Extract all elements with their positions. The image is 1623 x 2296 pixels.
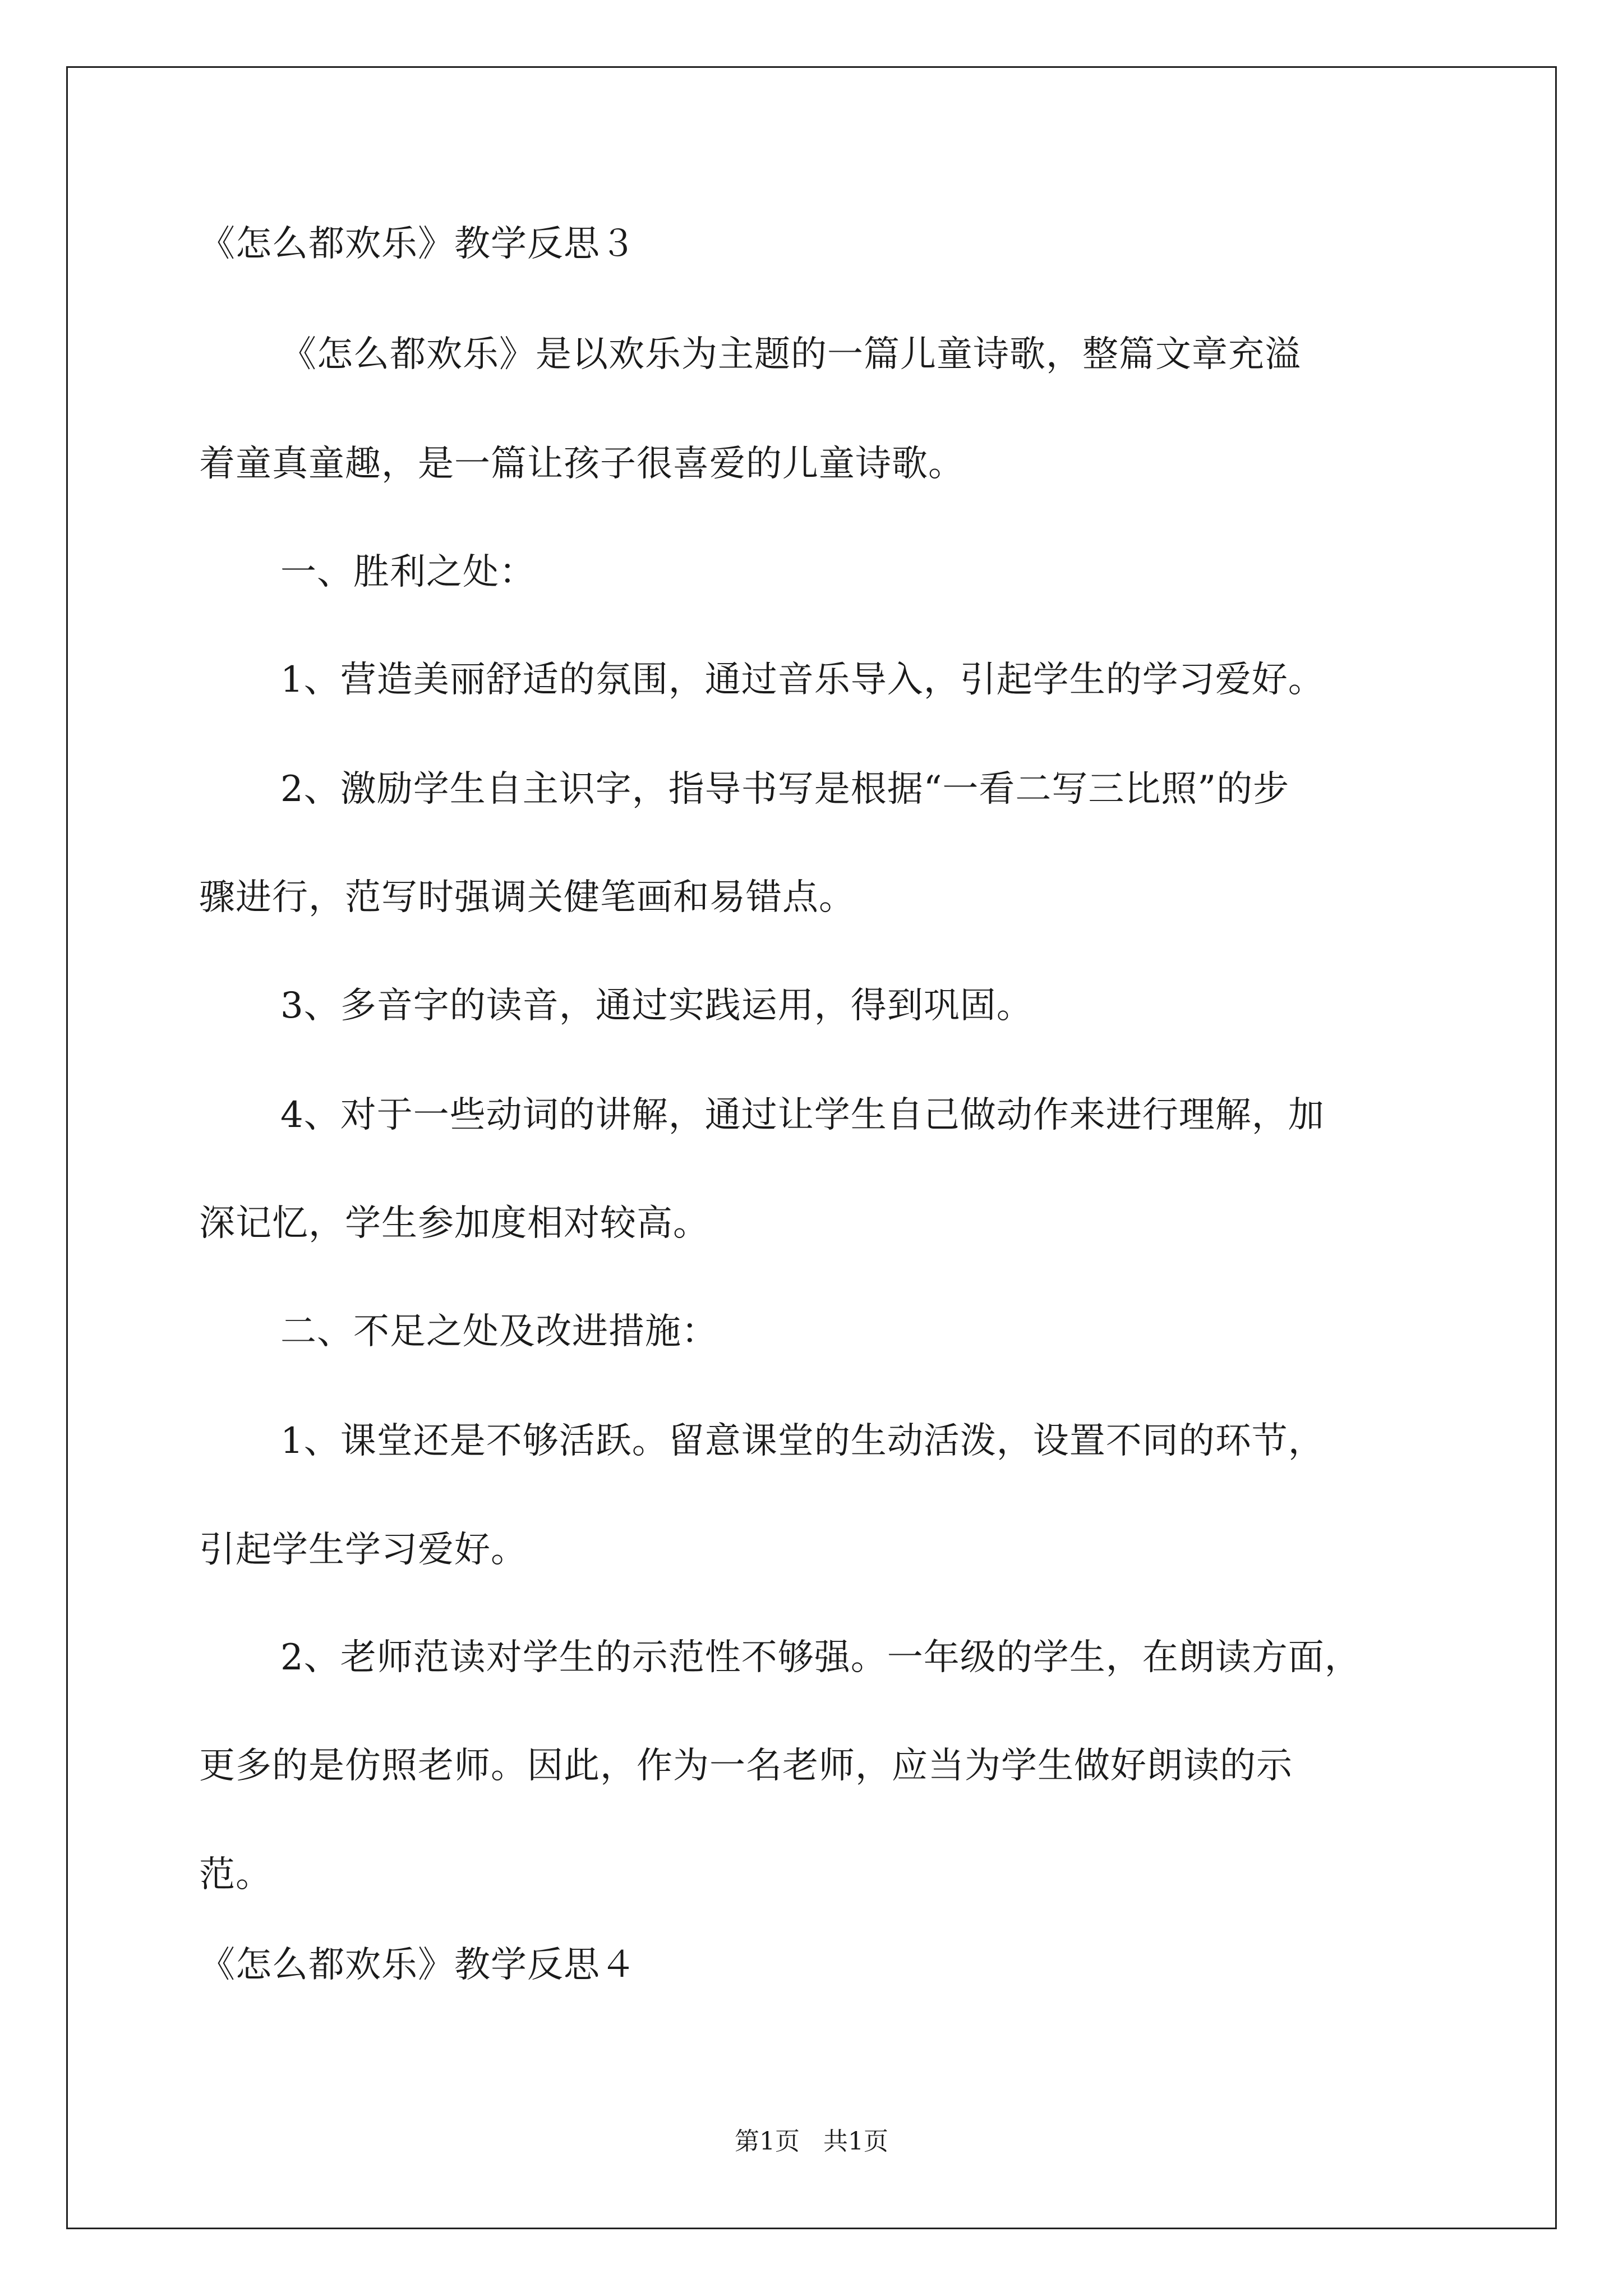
section-2-item-2-line-2: 更多的是仿照老师。因此，作为一名老师，应当为学生做好朗读的示 bbox=[199, 1745, 1293, 1787]
section-1-item-4-line-2: 深记忆，学生参加度相对较高。 bbox=[199, 1203, 709, 1244]
page-border bbox=[66, 66, 1557, 2229]
section-1-item-4-line-1: 4、对于一些动词的讲解，通过让学生自己做动作来进行理解，加 bbox=[280, 1094, 1325, 1136]
page-number-footer: 第1页 共1页 bbox=[735, 2127, 888, 2156]
heading-reflection-3: 《怎么都欢乐》教学反思３ bbox=[199, 223, 637, 265]
section-1-item-3: 3、多音字的读音，通过实践运用，得到巩固。 bbox=[280, 985, 1033, 1027]
intro-paragraph-line-1: 《怎么都欢乐》是以欢乐为主题的一篇儿童诗歌，整篇文章充溢 bbox=[280, 334, 1301, 375]
section-2-item-2-line-1: 2、老师范读对学生的示范性不够强。一年级的学生，在朗读方面， bbox=[280, 1637, 1361, 1678]
section-2-item-2-line-3: 范。 bbox=[199, 1854, 272, 1895]
section-2-item-1-line-1: 1、课堂还是不够活跃。留意课堂的生动活泼，设置不同的环节， bbox=[280, 1420, 1325, 1462]
section-1-title: 一、胜利之处： bbox=[280, 551, 536, 593]
intro-paragraph-line-2: 着童真童趣，是一篇让孩子很喜爱的儿童诗歌。 bbox=[199, 443, 965, 485]
section-1-item-2-line-1: 2、激励学生自主识字，指导书写是根据“一看二写三比照”的步 bbox=[280, 769, 1290, 810]
section-1-item-1: 1、营造美丽舒适的氛围，通过音乐导入，引起学生的学习爱好。 bbox=[280, 659, 1325, 701]
section-2-title: 二、不足之处及改进措施： bbox=[280, 1311, 718, 1352]
section-1-item-2-line-2: 骤进行，范写时强调关健笔画和易错点。 bbox=[199, 877, 855, 918]
heading-reflection-4: 《怎么都欢乐》教学反思４ bbox=[199, 1944, 637, 1986]
section-2-item-1-line-2: 引起学生学习爱好。 bbox=[199, 1529, 527, 1571]
